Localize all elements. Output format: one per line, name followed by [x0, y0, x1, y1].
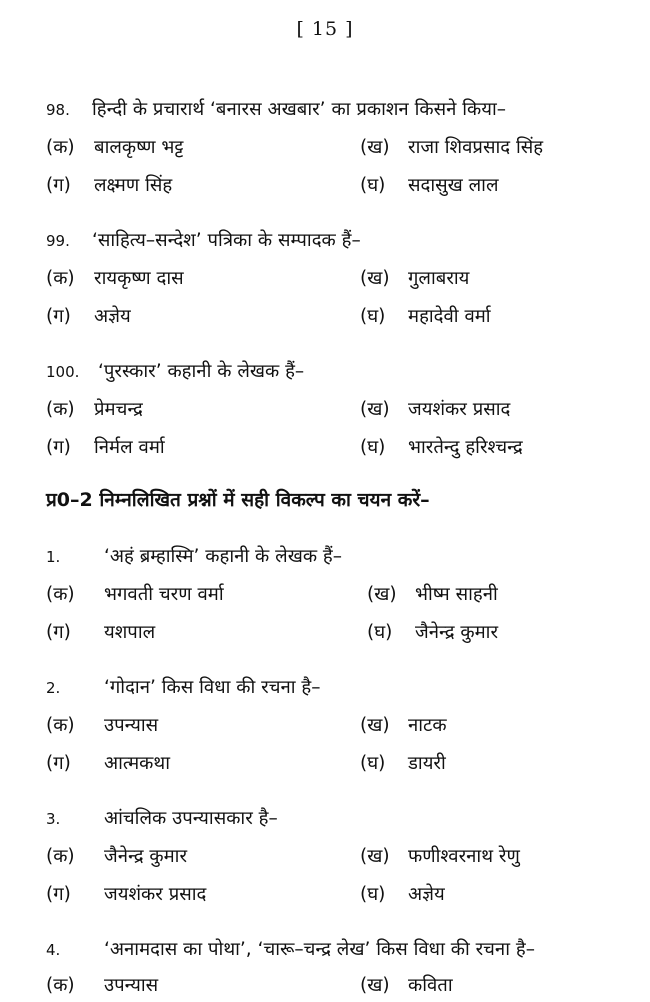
option-text: नाटक: [408, 715, 447, 736]
question-100: [46, 358, 304, 383]
option-d: [367, 619, 498, 644]
option-marker: (घ): [360, 437, 386, 458]
option-a: [46, 712, 158, 737]
question-number: 98.: [46, 101, 70, 119]
option-c: [46, 303, 131, 328]
question-text: ‘पुरस्कार’ कहानी के लेखक हैं–: [98, 361, 305, 382]
option-marker: (ख): [360, 715, 390, 736]
option-marker: (घ): [360, 753, 386, 774]
option-marker: (ग): [46, 437, 71, 458]
section-heading: प्र0–2 निम्नलिखित प्रश्नों में सही विकल्प का चयन करें–: [46, 489, 430, 511]
option-marker: (ग): [46, 884, 71, 905]
question-text: ‘अनामदास का पोथा’, ‘चारू–चन्द्र लेख’ किस विधा की रचना है–: [104, 939, 535, 960]
option-text: महादेवी वर्मा: [408, 306, 491, 327]
option-marker: (ग): [46, 175, 71, 196]
question-text: ‘गोदान’ किस विधा की रचना है–: [104, 677, 321, 698]
option-text: जैनेन्द्र कुमार: [415, 622, 499, 643]
question-3: [46, 805, 278, 830]
option-c: [46, 881, 206, 906]
option-text: डायरी: [408, 753, 446, 774]
option-c: [46, 619, 155, 644]
option-b: [360, 396, 510, 421]
question-number: 1.: [46, 548, 61, 566]
question-number: 4.: [46, 941, 61, 959]
option-a: [46, 396, 143, 421]
question-99: [46, 227, 361, 252]
option-text: जयशंकर प्रसाद: [104, 884, 207, 905]
question-text: आंचलिक उपन्यासकार है–: [104, 808, 278, 829]
option-text: अज्ञेय: [408, 884, 445, 905]
option-marker: (ख): [360, 268, 390, 289]
option-text: निर्मल वर्मा: [94, 437, 165, 458]
question-text: हिन्दी के प्रचारार्थ ‘बनारस अखबार’ का प्रकाशन किसने किया–: [92, 99, 507, 120]
option-c: [46, 750, 170, 775]
option-marker: (ख): [360, 137, 390, 158]
option-b: [367, 581, 498, 606]
option-text: बालकृष्ण भट्ट: [94, 137, 184, 158]
option-b: [360, 712, 447, 737]
option-marker: (क): [46, 399, 75, 420]
option-a: [46, 581, 224, 606]
question-number: 99.: [46, 232, 70, 250]
question-98: [46, 96, 506, 121]
option-text: गुलाबराय: [408, 268, 470, 289]
question-text: ‘साहित्य–सन्देश’ पत्रिका के सम्पादक हैं–: [92, 230, 361, 251]
option-text: आत्मकथा: [104, 753, 170, 774]
option-text: रायकृष्ण दास: [94, 268, 184, 289]
option-marker: (क): [46, 846, 75, 867]
option-text: भगवती चरण वर्मा: [104, 584, 224, 605]
option-marker: (ख): [360, 846, 390, 867]
option-marker: (ग): [46, 622, 71, 643]
option-a: [46, 843, 187, 868]
option-a: [46, 265, 184, 290]
option-b: [360, 134, 543, 159]
page-number: [ 15 ]: [296, 18, 354, 40]
option-marker: (ग): [46, 753, 71, 774]
option-text: राजा शिवप्रसाद सिंह: [408, 137, 544, 158]
option-c: [46, 172, 172, 197]
option-marker: (घ): [360, 306, 386, 327]
question-number: 100.: [46, 363, 80, 381]
option-c: [46, 434, 165, 459]
question-text: ‘अहं ब्रम्हास्मि’ कहानी के लेखक हैं–: [104, 546, 342, 567]
option-b: [360, 843, 520, 868]
option-d: [360, 881, 445, 906]
option-text: भारतेन्दु हरिश्चन्द्र: [408, 437, 523, 458]
option-marker: (क): [46, 268, 75, 289]
option-marker: (क): [46, 715, 75, 736]
question-number: 3.: [46, 810, 61, 828]
option-text: सदासुख लाल: [408, 175, 499, 196]
option-marker: (ख): [367, 584, 397, 605]
option-text: भीष्म साहनी: [415, 584, 498, 605]
option-d: [360, 434, 523, 459]
option-marker: (घ): [360, 175, 386, 196]
question-4: [46, 936, 535, 961]
option-a: [46, 972, 158, 997]
option-b: [360, 265, 469, 290]
option-text: यशपाल: [104, 622, 156, 643]
option-marker: (ख): [360, 975, 390, 996]
option-text: अज्ञेय: [94, 306, 131, 327]
question-number: 2.: [46, 679, 61, 697]
option-a: [46, 134, 183, 159]
question-1: [46, 543, 342, 568]
option-marker: (घ): [360, 884, 386, 905]
option-marker: (घ): [367, 622, 393, 643]
option-d: [360, 750, 446, 775]
option-text: उपन्यास: [104, 715, 159, 736]
option-text: फणीश्वरनाथ रेणु: [408, 846, 520, 867]
option-text: कविता: [408, 975, 453, 996]
option-marker: (क): [46, 584, 75, 605]
option-text: जयशंकर प्रसाद: [408, 399, 511, 420]
option-text: प्रेमचन्द्र: [94, 399, 143, 420]
option-b: [360, 972, 453, 997]
option-marker: (ग): [46, 306, 71, 327]
option-d: [360, 303, 491, 328]
option-text: उपन्यास: [104, 975, 159, 996]
option-marker: (क): [46, 975, 75, 996]
option-marker: (ख): [360, 399, 390, 420]
option-text: लक्ष्मण सिंह: [94, 175, 173, 196]
option-d: [360, 172, 499, 197]
question-2: [46, 674, 320, 699]
option-marker: (क): [46, 137, 75, 158]
option-text: जैनेन्द्र कुमार: [104, 846, 188, 867]
